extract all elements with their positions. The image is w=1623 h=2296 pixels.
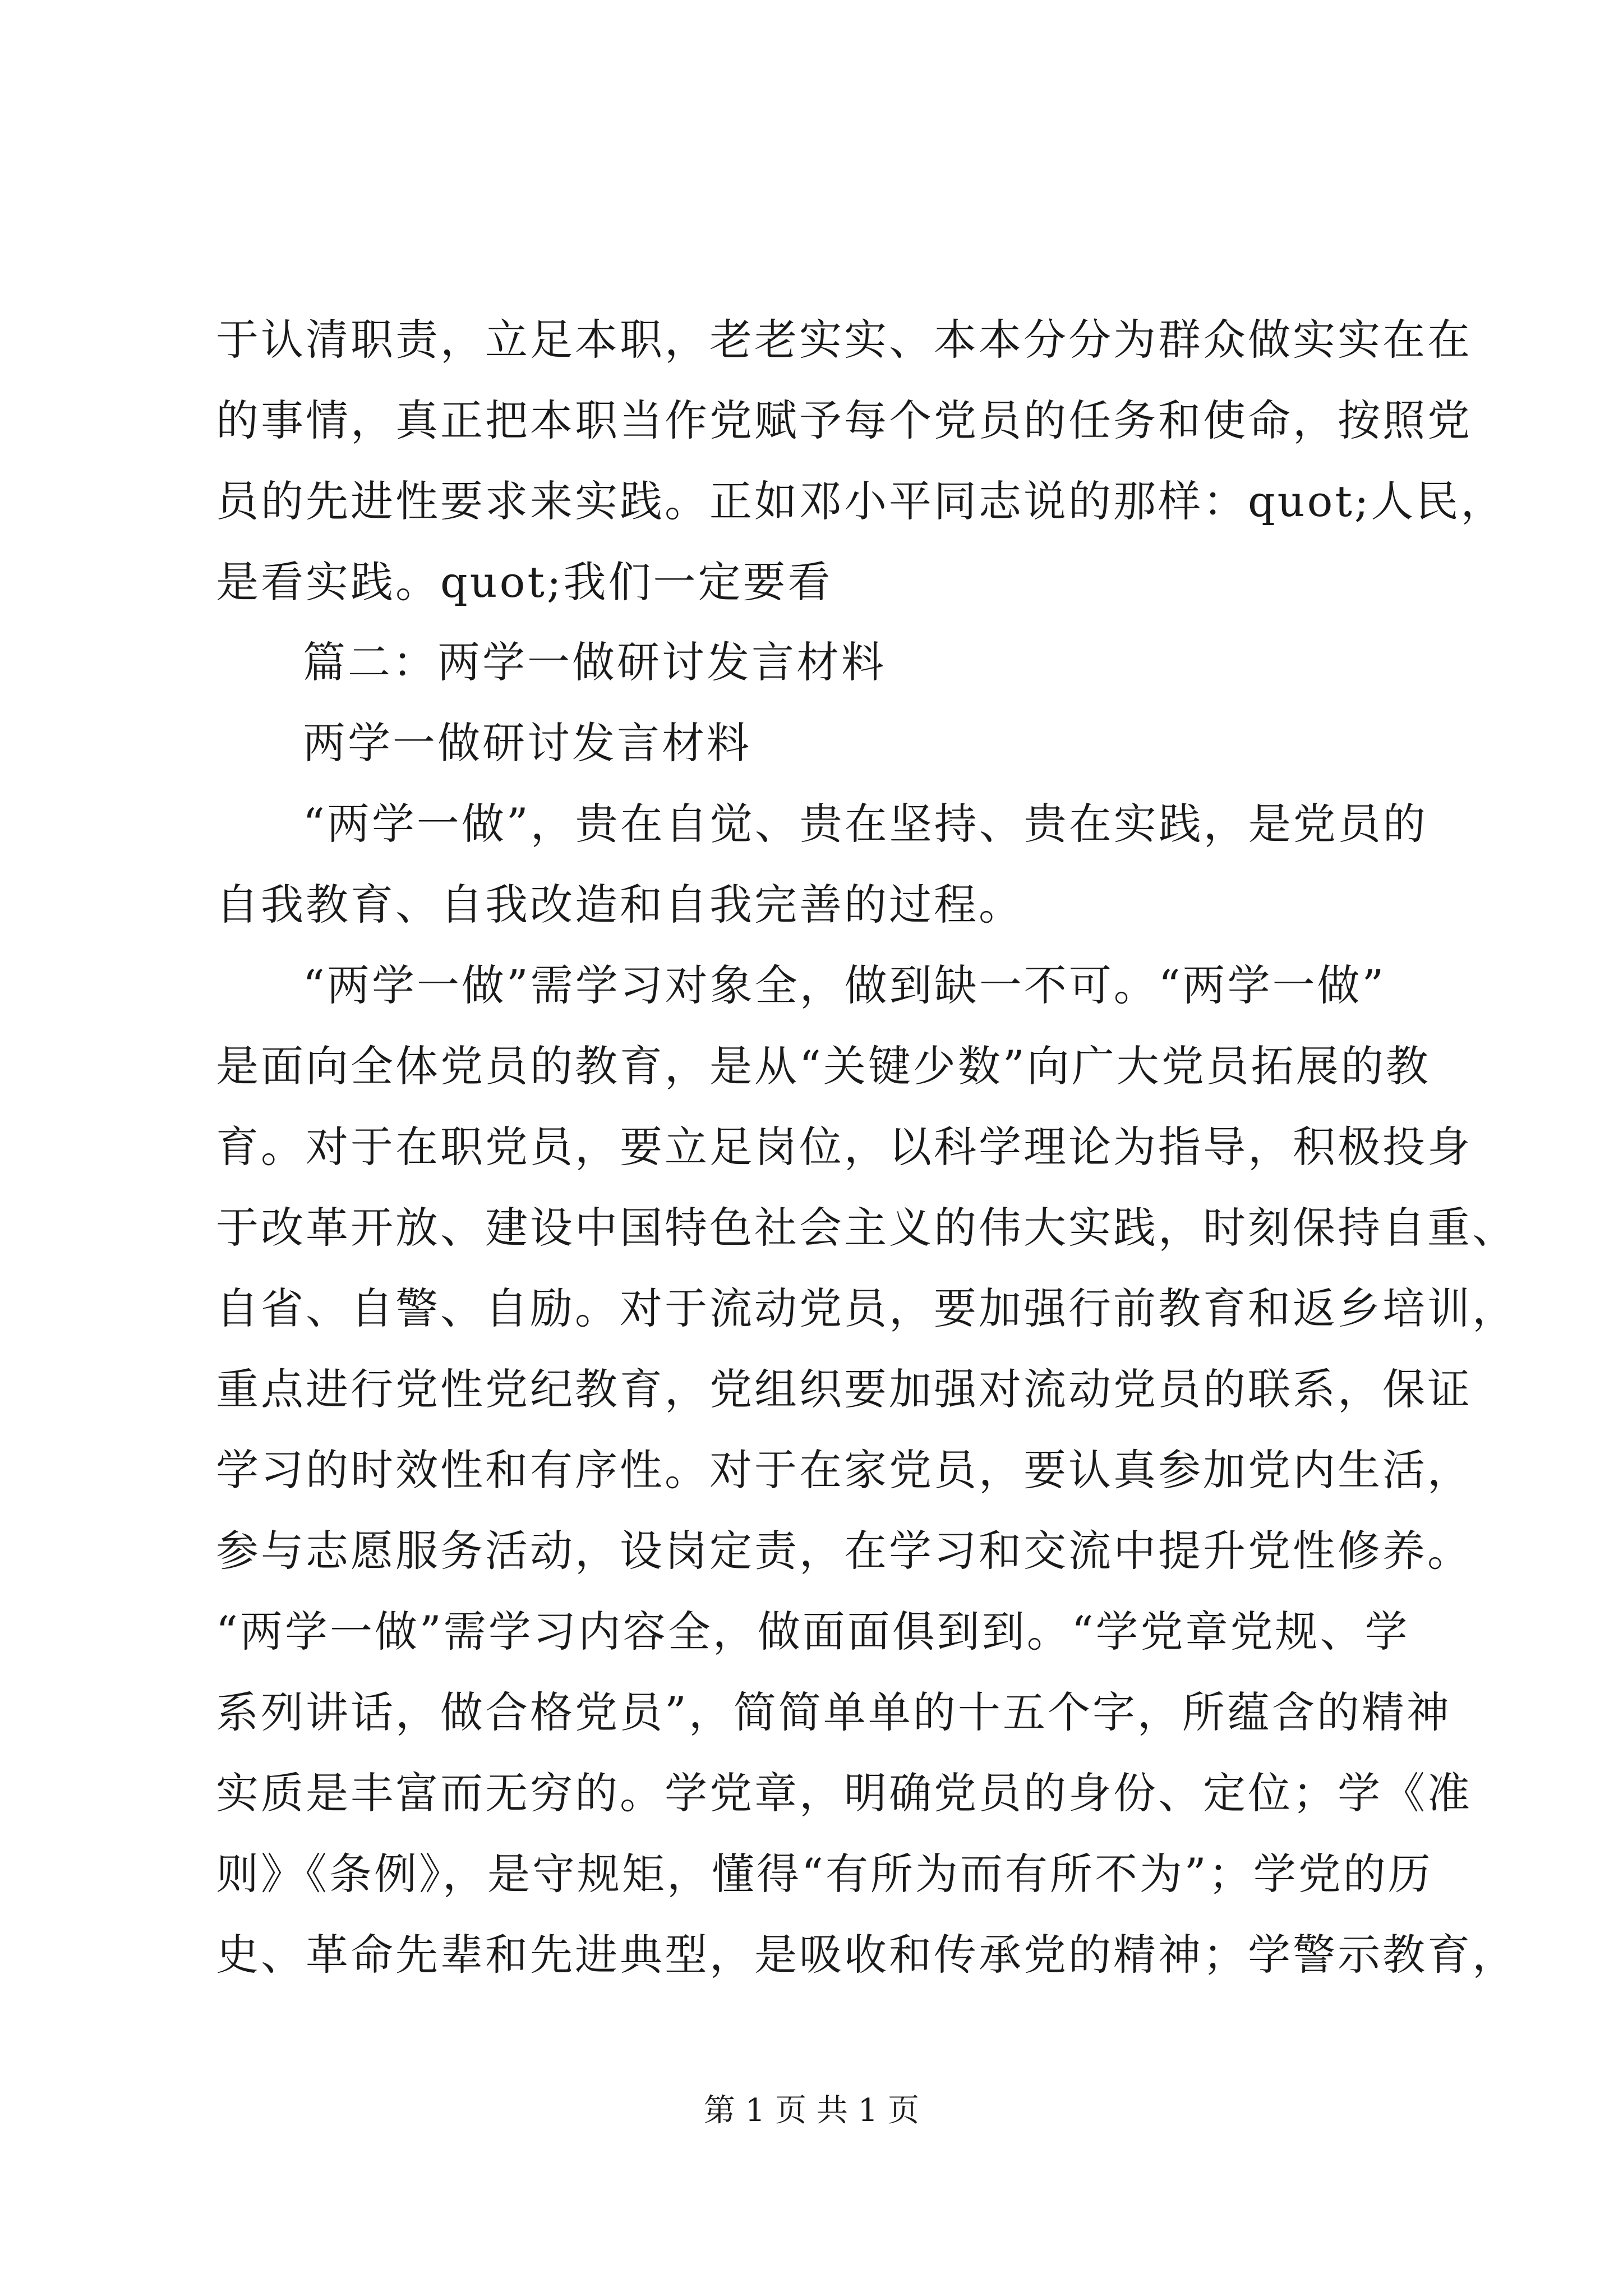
text-line: 员的先进性要求来实践。正如邓小平同志说的那样：quot;人民， bbox=[216, 476, 1506, 526]
text-line: 自省、自警、自励。对于流动党员，要加强行前教育和返乡培训， bbox=[216, 1283, 1517, 1333]
text-line: 实质是丰富而无穷的。学党章，明确党员的身份、定位；学《准 bbox=[216, 1768, 1472, 1818]
text-line: “两学一做”，贵在自觉、贵在坚持、贵在实践，是党员的 bbox=[303, 799, 1428, 849]
text-line: 参与志愿服务活动，设岗定责，在学习和交流中提升党性修养。 bbox=[216, 1526, 1472, 1576]
text-line: 自我教育、自我改造和自我完善的过程。 bbox=[216, 880, 1023, 930]
text-line: 的事情，真正把本职当作党赋予每个党员的任务和使命，按照党 bbox=[216, 395, 1472, 445]
text-line: “两学一做”需学习对象全，做到缺一不可。“两学一做” bbox=[303, 960, 1386, 1010]
page-number-footer: 第 1 页 共 1 页 bbox=[703, 2092, 920, 2129]
text-line: 育。对于在职党员，要立足岗位，以科学理论为指导，积极投身 bbox=[216, 1122, 1472, 1172]
text-line: 于改革开放、建设中国特色社会主义的伟大实践，时刻保持自重、 bbox=[216, 1203, 1517, 1253]
text-line: “两学一做”需学习内容全，做面面俱到到。“学党章党规、学 bbox=[216, 1607, 1410, 1657]
text-line: 是面向全体党员的教育，是从“关键少数”向广大党员拓展的教 bbox=[216, 1041, 1431, 1091]
document-title: 两学一做研讨发言材料 bbox=[303, 718, 751, 768]
section-heading: 篇二：两学一做研讨发言材料 bbox=[303, 637, 886, 687]
text-line: 则》《条例》，是守规矩，懂得“有所为而有所不为”；学党的历 bbox=[216, 1849, 1433, 1899]
text-line: 史、革命先辈和先进典型，是吸收和传承党的精神；学警示教育， bbox=[216, 1930, 1517, 1980]
text-line: 于认清职责，立足本职，老老实实、本本分分为群众做实实在在 bbox=[216, 315, 1472, 365]
text-line: 学习的时效性和有序性。对于在家党员，要认真参加党内生活， bbox=[216, 1445, 1472, 1495]
text-line: 系列讲话，做合格党员”，简简单单的十五个字，所蕴含的精神 bbox=[216, 1687, 1451, 1737]
text-line: 是看实践。quot;我们一定要看 bbox=[216, 557, 833, 607]
text-line: 重点进行党性党纪教育，党组织要加强对流动党员的联系，保证 bbox=[216, 1364, 1472, 1414]
